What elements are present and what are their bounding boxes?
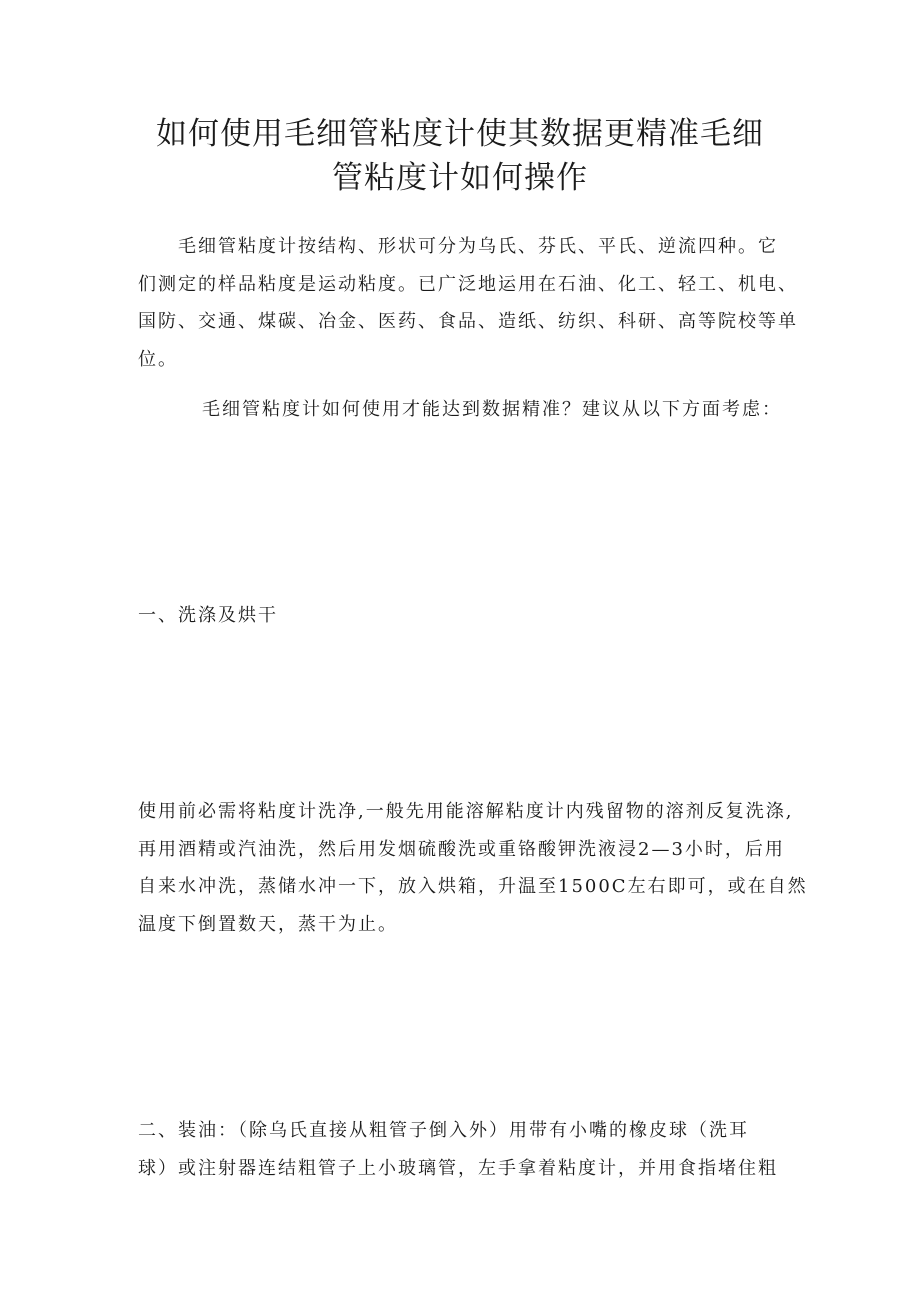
intro-line: 国防、交通、煤碳、冶金、医药、食品、造纸、纺织、科研、高等院校等单 bbox=[138, 311, 798, 332]
intro-paragraph bbox=[138, 228, 806, 378]
document-title-line-2: 管粘度计如何操作 bbox=[332, 160, 588, 196]
oil-filling-line: 球）或注射器连结粗管子上小玻璃管，左手拿着粘度计，并用食指堵住粗 bbox=[138, 1157, 778, 1179]
section-heading-washing: 一、洗涤及烘干 bbox=[138, 605, 278, 626]
question-paragraph: 毛细管粘度计如何使用才能达到数据精准？建议从以下方面考虑： bbox=[202, 399, 782, 420]
washing-line: 温度下倒置数天，蒸干为止。 bbox=[138, 913, 398, 935]
intro-line: 毛细管粘度计按结构、形状可分为乌氏、芬氏、平氏、逆流四种。它 bbox=[178, 236, 778, 257]
washing-line: 自来水冲洗，蒸储水冲一下，放入烘箱，升温至1500C左右即可，或在自然 bbox=[138, 876, 808, 897]
oil-filling-paragraph bbox=[138, 1112, 806, 1187]
intro-line: 们测定的样品粘度是运动粘度。已广泛地运用在石油、化工、轻工、机电、 bbox=[138, 273, 798, 295]
washing-line: 使用前必需将粘度计洗净,一般先用能溶解粘度计内残留物的溶剂反复洗涤, bbox=[138, 801, 794, 822]
document-title-line-1: 如何使用毛细管粘度计使其数据更精准毛细 bbox=[156, 116, 764, 152]
washing-line: 再用酒精或汽油洗，然后用发烟硫酸洗或重铬酸钾洗液浸2—3小时，后用 bbox=[138, 838, 785, 860]
oil-filling-line: 二、装油：（除乌氏直接从粗管子倒入外）用带有小嘴的橡皮球（洗耳 bbox=[138, 1120, 749, 1141]
intro-line: 位。 bbox=[138, 348, 178, 370]
washing-paragraph bbox=[138, 793, 806, 943]
